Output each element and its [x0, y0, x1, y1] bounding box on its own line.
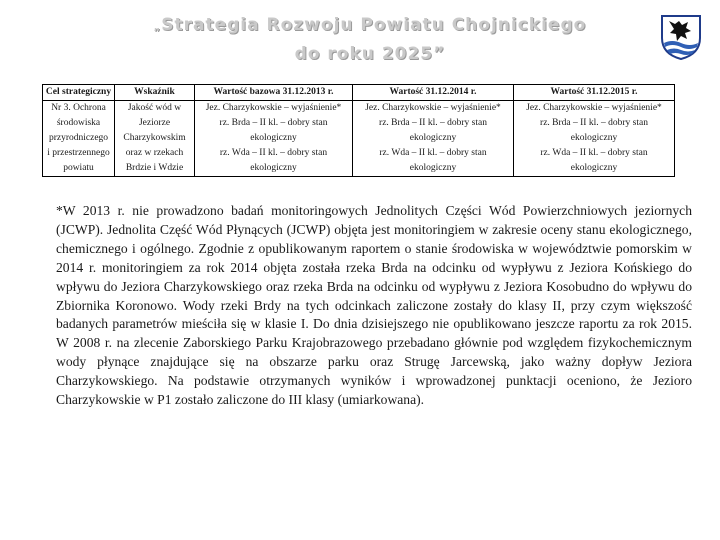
cell-line: Jez. Charzykowskie – wyjaśnienie*	[365, 103, 501, 113]
cell-line: ekologiczny	[409, 133, 457, 143]
indicator-cell	[115, 101, 195, 177]
cell-line: ekologiczny	[250, 163, 297, 173]
title-text: Strategia Rozwoju Powiatu Chojnickiego do roku 2025	[161, 15, 587, 64]
cell-line: rz. Brda – II kl. – dobry stan	[540, 118, 648, 128]
cell-line: Jeziorze	[138, 118, 171, 128]
page-title	[150, 12, 590, 67]
value-cell-2013	[195, 101, 353, 177]
cell-line: Nr 3. Ochrona	[51, 103, 106, 113]
cell-line: i przestrzennego	[47, 148, 110, 158]
column-header: Wskaźnik	[115, 85, 195, 101]
cell-line: środowiska	[56, 118, 101, 128]
cell-line: ekologiczny	[570, 133, 618, 143]
cell-line: oraz w rzekach	[125, 148, 184, 158]
cell-line: ekologiczny	[250, 133, 297, 143]
cell-line: Jez. Charzykowskie – wyjaśnienie*	[526, 103, 662, 113]
title-close-quote: ”	[433, 44, 446, 64]
cell-line: ekologiczny	[570, 163, 618, 173]
footnote-paragraph: *W 2013 r. nie prowadzono badań monitoringowych Jednolitych Części Wód Powierzchniowych jeziornych (JCWP). Jednolita Część Wód Płynących (JCWP) objęta jest monitoringiem w zakresie oceny stanu ekologicznego, chemicznego i ogólnego. Zgodnie z opublikowanym raportem o stanie środowiska w województwie pomorskim w 2014 r. monitoringiem za rok 2014 objęta została rzeka Brda na odcinku od wypływu z Jeziora Końskiego do wpływu do Jeziora Charzykowskiego oraz rzeka Brda na odcinku od wypływu z Jeziora Kosobudno do wpływu do Zbiornika Koronowo. Wody rzeki Brdy na tych odcinkach zaliczone zostały do klasy II, przy czym większość badanych parametrów mieściła się w klasie I. Do dnia dzisiejszego nie opublikowano jeszcze raportu za rok 2015. W 2008 r. na zlecenie Zaborskiego Parku Krajobrazowego przebadano głównie pod względem fizykochemicznym wody płynące znajdujące się na obszarze parku oraz Strugę Jarcewską, jako ważny dopływ Jeziora Charzykowskiego. Na podstawie otrzymanych wyników i wprowadzonej punktacji oceniono, że Jezioro Charzykowskie w P1 zostało zaliczone do III klasy (umiarkowana).	[56, 203, 692, 408]
table-row	[43, 101, 675, 177]
indicator-table	[42, 84, 675, 177]
cell-line: Charzykowskim	[123, 133, 186, 143]
county-coat-of-arms-icon	[660, 14, 702, 60]
cell-line: ekologiczny	[409, 163, 457, 173]
column-header: Wartość 31.12.2015 r.	[514, 85, 675, 101]
column-header: Wartość 31.12.2014 r.	[353, 85, 514, 101]
cell-line: rz. Wda – II kl. – dobry stan	[219, 148, 328, 158]
value-cell-2015	[514, 101, 675, 177]
cell-line: rz. Brda – II kl. – dobry stan	[379, 118, 487, 128]
title-open-quote: „	[153, 22, 162, 33]
column-header: Wartość bazowa 31.12.2013 r.	[195, 85, 353, 101]
column-header: Cel strategiczny	[43, 85, 115, 101]
table-header-row	[43, 85, 675, 101]
goal-cell	[43, 101, 115, 177]
cell-line: Brdzie i Wdzie	[125, 163, 184, 173]
cell-line: rz. Brda – II kl. – dobry stan	[219, 118, 328, 128]
cell-line: rz. Wda – II kl. – dobry stan	[379, 148, 487, 158]
value-cell-2014	[353, 101, 514, 177]
cell-line: powiatu	[63, 163, 94, 173]
cell-line: rz. Wda – II kl. – dobry stan	[540, 148, 648, 158]
cell-line: przyrodniczego	[48, 133, 109, 143]
cell-line: Jez. Charzykowskie – wyjaśnienie*	[205, 103, 342, 113]
cell-line: Jakość wód w	[127, 103, 182, 113]
